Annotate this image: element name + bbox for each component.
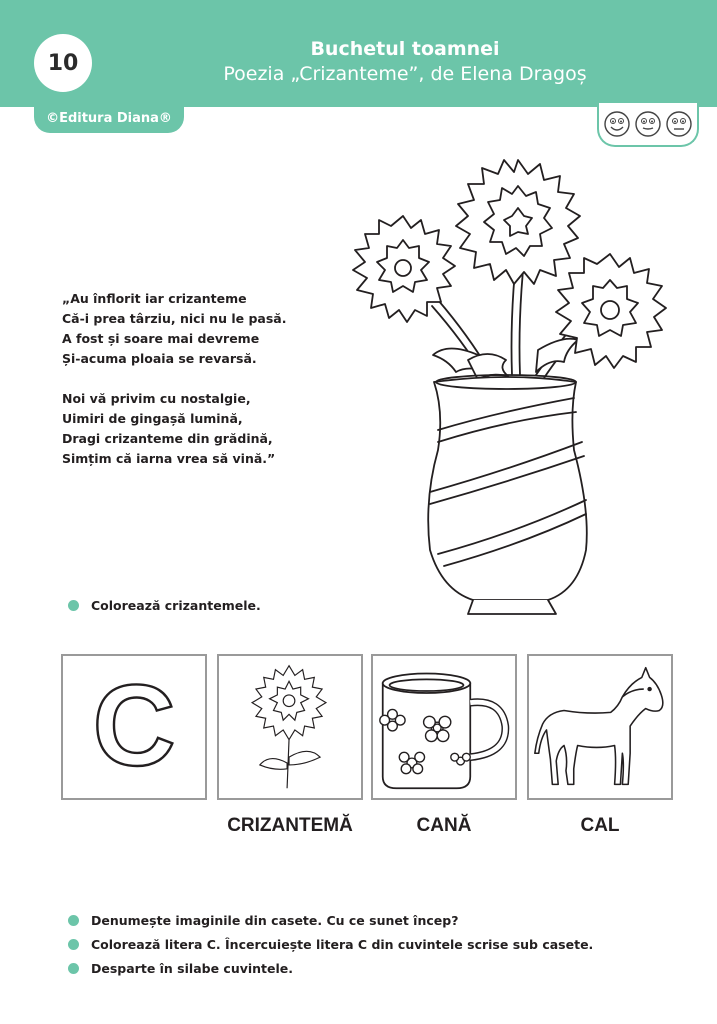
mug-picture-box <box>371 654 517 800</box>
poem-line: Că-i prea târziu, nici nu le pasă. <box>62 311 287 326</box>
poem-line: A fost și soare mai devreme <box>62 331 260 346</box>
mug-icon <box>373 656 515 798</box>
horse-icon <box>529 656 671 798</box>
happy-face-icon[interactable] <box>603 110 631 138</box>
page-subtitle: Poezia „Crizanteme”, de Elena Dragoș <box>223 63 587 85</box>
instruction-color-letter <box>68 937 593 952</box>
page-number: 10 <box>34 34 92 92</box>
neutral-face-icon[interactable] <box>634 110 662 138</box>
header-banner <box>0 0 717 107</box>
instruction-syllables <box>68 961 293 976</box>
page-title: Buchetul toamnei <box>310 38 500 60</box>
instruction-text: Colorează litera C. Încercuiește litera C din cuvintele scrise sub casete. <box>91 937 594 952</box>
poem-line: „Au înflorit iar crizanteme <box>62 291 247 306</box>
instruction-color-flowers <box>68 598 261 613</box>
instruction-text: Denumește imaginile din casete. Cu ce sunet încep? <box>91 913 459 928</box>
instruction-text: Desparte în silabe cuvintele. <box>91 961 294 976</box>
instruction-text: Colorează crizantemele. <box>91 598 261 613</box>
outlined-letter <box>63 656 205 798</box>
sad-face-icon[interactable] <box>665 110 693 138</box>
chrysanthemum-icon <box>219 656 361 798</box>
word-crizantema: CRIZANTEMĂ <box>227 815 353 836</box>
word-cana: CANĂ <box>416 815 472 836</box>
letter-c-box <box>61 654 207 800</box>
bullet-icon <box>68 963 79 974</box>
poem-line: Simțim că iarna vrea să vină.” <box>62 451 276 466</box>
chrysanthemum-picture-box <box>217 654 363 800</box>
horse-picture-box <box>527 654 673 800</box>
word-cal: CAL <box>580 815 620 836</box>
self-assessment-smileys <box>597 103 699 147</box>
poem-line: Noi vă privim cu nostalgie, <box>62 391 251 406</box>
poem-line: Și-acuma ploaia se revarsă. <box>62 351 257 366</box>
bullet-icon <box>68 915 79 926</box>
instruction-name-images <box>68 913 458 928</box>
poem-line: Uimiri de gingașă lumină, <box>62 411 243 426</box>
chrysanthemum-vase-illustration <box>338 150 678 630</box>
poem-text <box>62 289 322 469</box>
poem-line: Dragi crizanteme din grădină, <box>62 431 273 446</box>
letter-c: C <box>92 661 176 790</box>
publisher-tab: ©Editura Diana® <box>34 103 184 133</box>
bullet-icon <box>68 600 79 611</box>
bullet-icon <box>68 939 79 950</box>
